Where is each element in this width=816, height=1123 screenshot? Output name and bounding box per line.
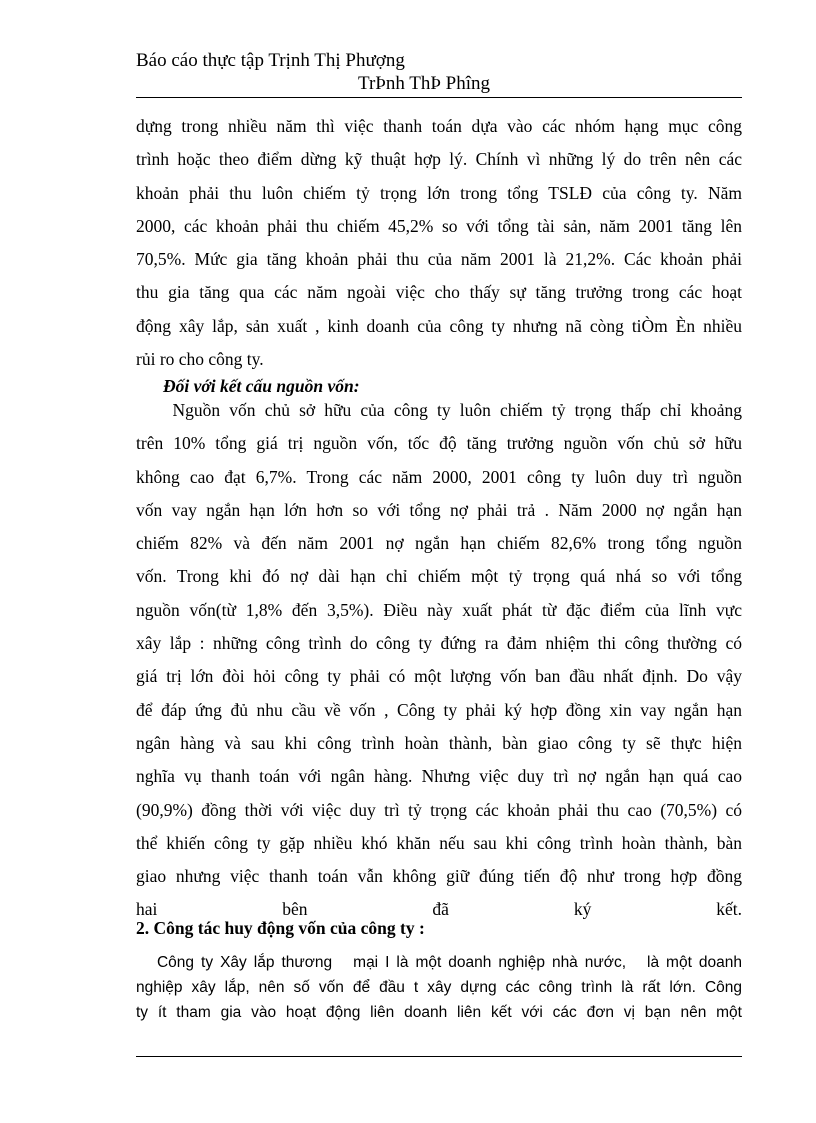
text-line: nghĩa vụ thanh toán với ngân hàng. Nhưng việc duy trì nợ ngắn hạn quá cao	[136, 766, 742, 787]
text-line: vốn vay ngắn hạn lớn hơn so với tổng nợ phải trả . Năm 2000 nợ ngắn hạn	[136, 499, 742, 520]
text-line: chiếm 82% và đến năm 2001 nợ ngắn hạn chiếm 82,6% trong tổng nguồn	[136, 533, 742, 554]
text-line: xây lắp : những công trình do công ty đứng ra đảm nhiệm thi công thường có	[136, 633, 742, 654]
subheading-capital-structure: Đối với kết cấu nguồn vốn:	[163, 376, 360, 396]
text-line: Nguồn vốn chủ sở hữu của công ty luôn chiếm tỷ trọng thấp chỉ khoảng	[136, 400, 742, 420]
text-line: nguồn vốn(từ 1,8% đến 3,5%). Điều này xuất phát từ đặc điểm của lĩnh vực	[136, 599, 742, 620]
text-line: hai bên đã ký kết.	[136, 899, 742, 920]
text-line: rủi ro cho công ty.	[136, 349, 264, 370]
text-line: thể khiến công ty gặp nhiều khó khăn nếu sau khi công trình hoàn thành, bàn	[136, 832, 742, 853]
paragraph-capital-structure	[136, 394, 742, 927]
paragraph-receivables	[136, 110, 742, 376]
text-line: trình hoặc theo điểm dừng kỹ thuật hợp lý. Chính vì những lý do trên nên các	[136, 149, 742, 170]
text-line: khoản phải thu luôn chiếm tỷ trọng lớn trong tổng TSLĐ của công ty. Năm	[136, 182, 742, 203]
header-title: Báo cáo thực tập Trịnh Thị Phượng	[136, 50, 405, 71]
text-line: trên 10% tổng giá trị nguồn vốn, tốc độ tăng trưởng nguồn vốn chủ sở hữu	[136, 433, 742, 454]
text-line: ty ít tham gia vào hoạt động liên doanh liên kết với các đơn vị bạn nên một	[136, 1004, 742, 1021]
text-line: dựng trong nhiều năm thì việc thanh toán dựa vào các nhóm hạng mục công	[136, 116, 742, 136]
text-line: không cao đạt 6,7%. Trong các năm 2000, 2001 công ty luôn duy trì nguồn	[136, 466, 742, 487]
text-line: (90,9%) đồng thời với việc duy trì tỷ trọng các khoản phải thu cao (70,5%) có	[136, 799, 742, 820]
text-line: để đáp ứng đủ nhu cầu về vốn , Công ty phải ký hợp đồng xin vay ngắn hạn	[136, 699, 742, 720]
text-line: 2000, các khoản phải thu chiếm 45,2% so với tổng tài sản, năm 2001 tăng lên	[136, 215, 742, 236]
text-line: vốn. Trong khi đó nợ dài hạn chỉ chiếm một tỷ trọng quá nhá so với tổng	[136, 566, 742, 587]
header-rule	[136, 97, 742, 98]
text-line: giao nhưng việc thanh toán vẫn không giữ đúng tiến độ như trong hợp đồng	[136, 866, 742, 887]
footer-rule	[136, 1056, 742, 1057]
text-line: Công ty Xây lắp thương mại I là một doanh nghiệp nhà nước, là một doanh	[136, 954, 742, 971]
text-line: ngân hàng và sau khi công trình hoàn thành, bàn giao công ty sẽ thực hiện	[136, 732, 742, 753]
section-title: 2. Công tác huy động vốn của công ty :	[136, 918, 425, 938]
text-line: giá trị lớn đòi hỏi công ty phải có một lượng vốn ban đầu nhất định. Do vậy	[136, 666, 742, 687]
text-line: động xây lắp, sản xuất , kinh doanh của công ty nhưng nã còng tiÒm Èn nhiều	[136, 315, 742, 336]
header-author: TrÞnh ThÞ Phîng	[358, 73, 491, 94]
text-line: 70,5%. Mức gia tăng khoản phải thu của năm 2001 là 21,2%. Các khoản phải	[136, 249, 742, 270]
paragraph-capital-mobilization	[136, 950, 742, 1025]
text-line: nghiệp xây lắp, nên số vốn để đầu t xây dựng các công trình là rất lớn. Công	[136, 979, 742, 996]
text-line: thu gia tăng qua các năm ngoài việc cho thấy sự tăng trưởng trong các hoạt	[136, 282, 742, 303]
